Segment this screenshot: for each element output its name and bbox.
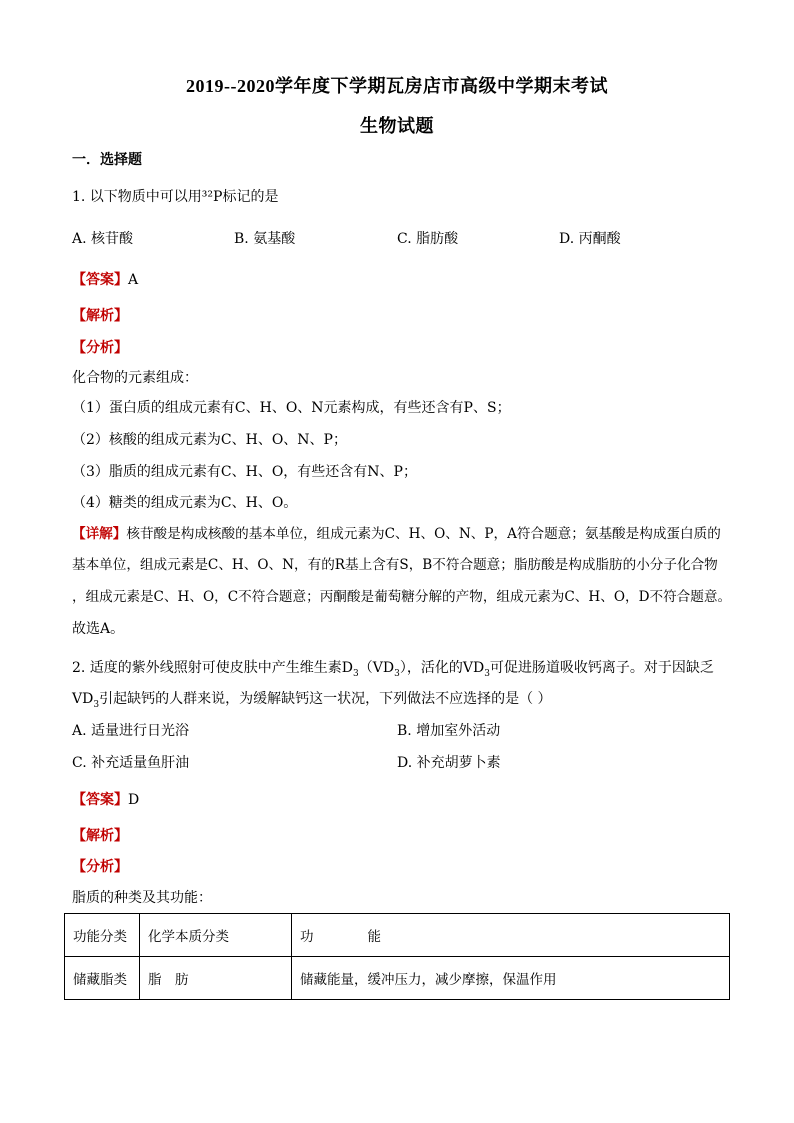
q1-answer: A [128,272,139,288]
table-cell: 储藏能量，缓冲压力，减少摩擦，保温作用 [292,957,730,1000]
q2-intro: 脂质的种类及其功能： [72,890,212,906]
q1-point-4: （4）糖类的组成元素为C、H、O。 [72,495,298,511]
table-row [65,957,730,1000]
q2-stem2-p2: 引起缺钙的人群来说，为缓解缺钙这一状况，下列做法不应选择的是（ ） [99,691,552,707]
q2-answer-tag: 【答案】 [72,792,128,808]
q2-stem-p1: 2. 适度的紫外线照射可使皮肤中产生维生素D [72,660,354,676]
q2-sub-2: 3 [394,668,400,679]
q1-option-a: A. 核苷酸 [72,231,134,247]
q1-stem: 1. 以下物质中可以用³²P标记的是 [72,189,279,205]
q2-option-b: B. 增加室外活动 [397,723,501,739]
table-header-cell: 功能分类 [65,914,140,957]
q2-analysis-tag: 【解析】 [72,828,128,844]
q1-option-c: C. 脂肪酸 [397,231,459,247]
q1-detail-text-1: 核苷酸是构成核酸的基本单位，组成元素为C、H、O、N、P，A符合题意；氨基酸是构成蛋白质的 [126,526,721,542]
q1-detail-line-1 [72,524,721,544]
q2-option-c: C. 补充适量鱼肝油 [72,755,190,771]
q2-option-a: A. 适量进行日光浴 [72,723,190,739]
lipid-table [64,913,730,1000]
q1-point-2: （2）核酸的组成元素为C、H、O、N、P； [72,432,347,448]
q1-detail-line-3: ，组成元素是C、H、O，C不符合题意；丙酮酸是葡萄糖分解的产物，组成元素为C、H、O，D不符合题意。 [72,589,732,605]
q1-fenxi-tag: 【分析】 [72,340,128,356]
q1-answer-line [72,270,138,290]
q1-point-1: （1）蛋白质的组成元素有C、H、O、N元素构成，有些还含有P、S； [72,400,511,416]
exam-title: 2019--2020学年度下学期瓦房店市高级中学期末考试 [186,76,608,96]
q1-answer-tag: 【答案】 [72,272,128,288]
section-heading: 一．选择题 [72,152,142,168]
q1-detail-line-4: 故选A。 [72,621,125,637]
q1-analysis-tag: 【解析】 [72,308,128,324]
q2-stem-line-2 [72,689,552,715]
exam-subtitle: 生物试题 [360,116,434,136]
q2-stem2-p1: VD [72,691,94,707]
q1-point-3: （3）脂质的组成元素有C、H、O，有些还含有N、P； [72,464,417,480]
q2-stem-line-1 [72,658,714,684]
table-cell: 脂 肪 [140,957,292,1000]
q2-stem-p3: ），活化的VD [399,660,485,676]
table-header-row [65,914,730,957]
table-header-cell: 功 能 [292,914,730,957]
q2-stem-p2: （VD [358,660,395,676]
table-cell: 储藏脂类 [65,957,140,1000]
q1-option-b: B. 氨基酸 [234,231,296,247]
table-header-cell: 化学本质分类 [140,914,292,957]
q2-sub-3: 3 [484,668,490,679]
q1-detail-line-2: 基本单位，组成元素是C、H、O、N，有的R基上含有S，B不符合题意；脂肪酸是构成脂肪的小分子化合物 [72,557,718,573]
q2-answer-line [72,790,139,810]
q2-answer: D [128,792,140,808]
q1-intro: 化合物的元素组成： [72,370,198,386]
q2-sub-4: 3 [93,699,100,710]
q2-fenxi-tag: 【分析】 [72,859,128,875]
q2-sub-1: 3 [353,668,359,679]
q1-option-d: D. 丙酮酸 [559,231,621,247]
q2-option-d: D. 补充胡萝卜素 [397,755,501,771]
q2-stem-p4: 可促进肠道吸收钙离子。对于因缺乏 [489,660,714,676]
q1-detail-tag: 【详解】 [72,526,127,542]
